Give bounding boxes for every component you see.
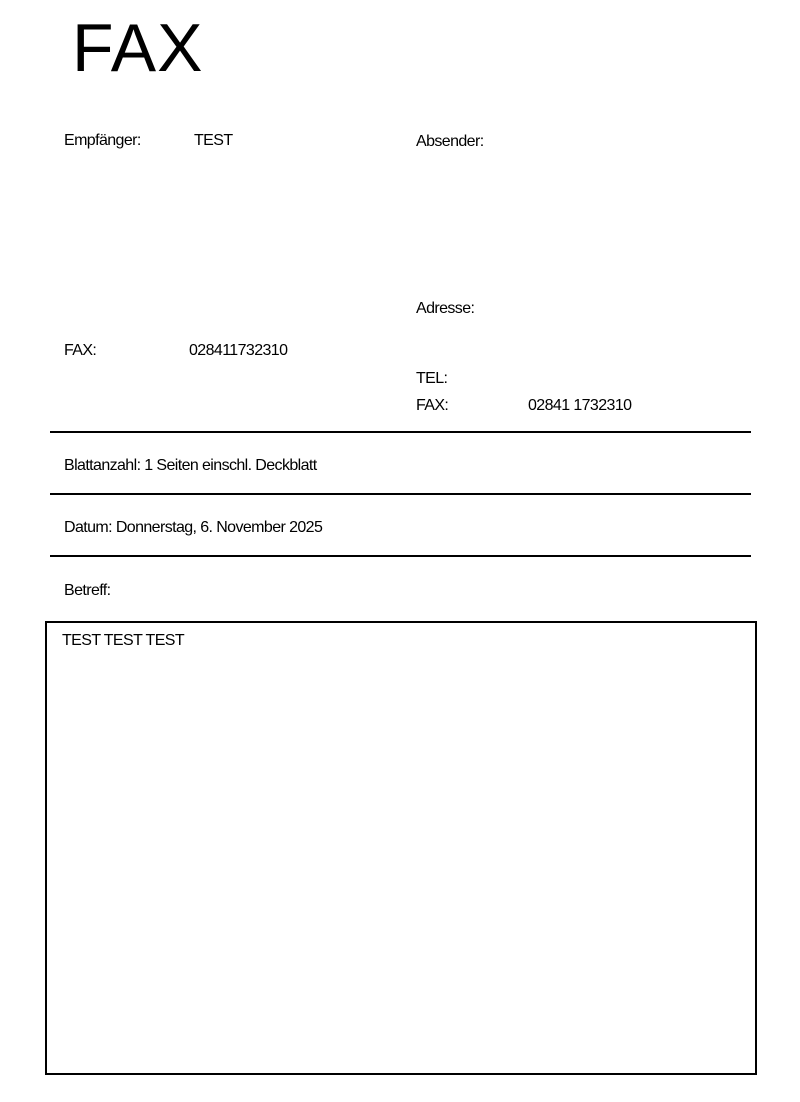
sender-tel-label: TEL: [416, 370, 448, 387]
message-box [45, 621, 757, 1075]
recipient-label: Empfänger: [64, 132, 141, 149]
fax-date: Datum: Donnerstag, 6. November 2025 [64, 519, 323, 536]
sender-fax-number: 02841 1732310 [528, 397, 632, 414]
recipient-fax-label: FAX: [64, 342, 97, 359]
divider-middle [50, 493, 751, 495]
recipient-name: TEST [194, 132, 233, 149]
page-title: FAX [72, 10, 204, 86]
recipient-fax-number: 028411732310 [189, 342, 288, 359]
sender-label: Absender: [416, 133, 484, 150]
divider-bottom [50, 555, 751, 557]
divider-top [50, 431, 751, 433]
sender-address-label: Adresse: [416, 300, 475, 317]
message-text: TEST TEST TEST [62, 632, 185, 649]
page-count: Blattanzahl: 1 Seiten einschl. Deckblatt [64, 457, 317, 474]
sender-fax-label: FAX: [416, 397, 449, 414]
subject-label: Betreff: [64, 582, 111, 599]
